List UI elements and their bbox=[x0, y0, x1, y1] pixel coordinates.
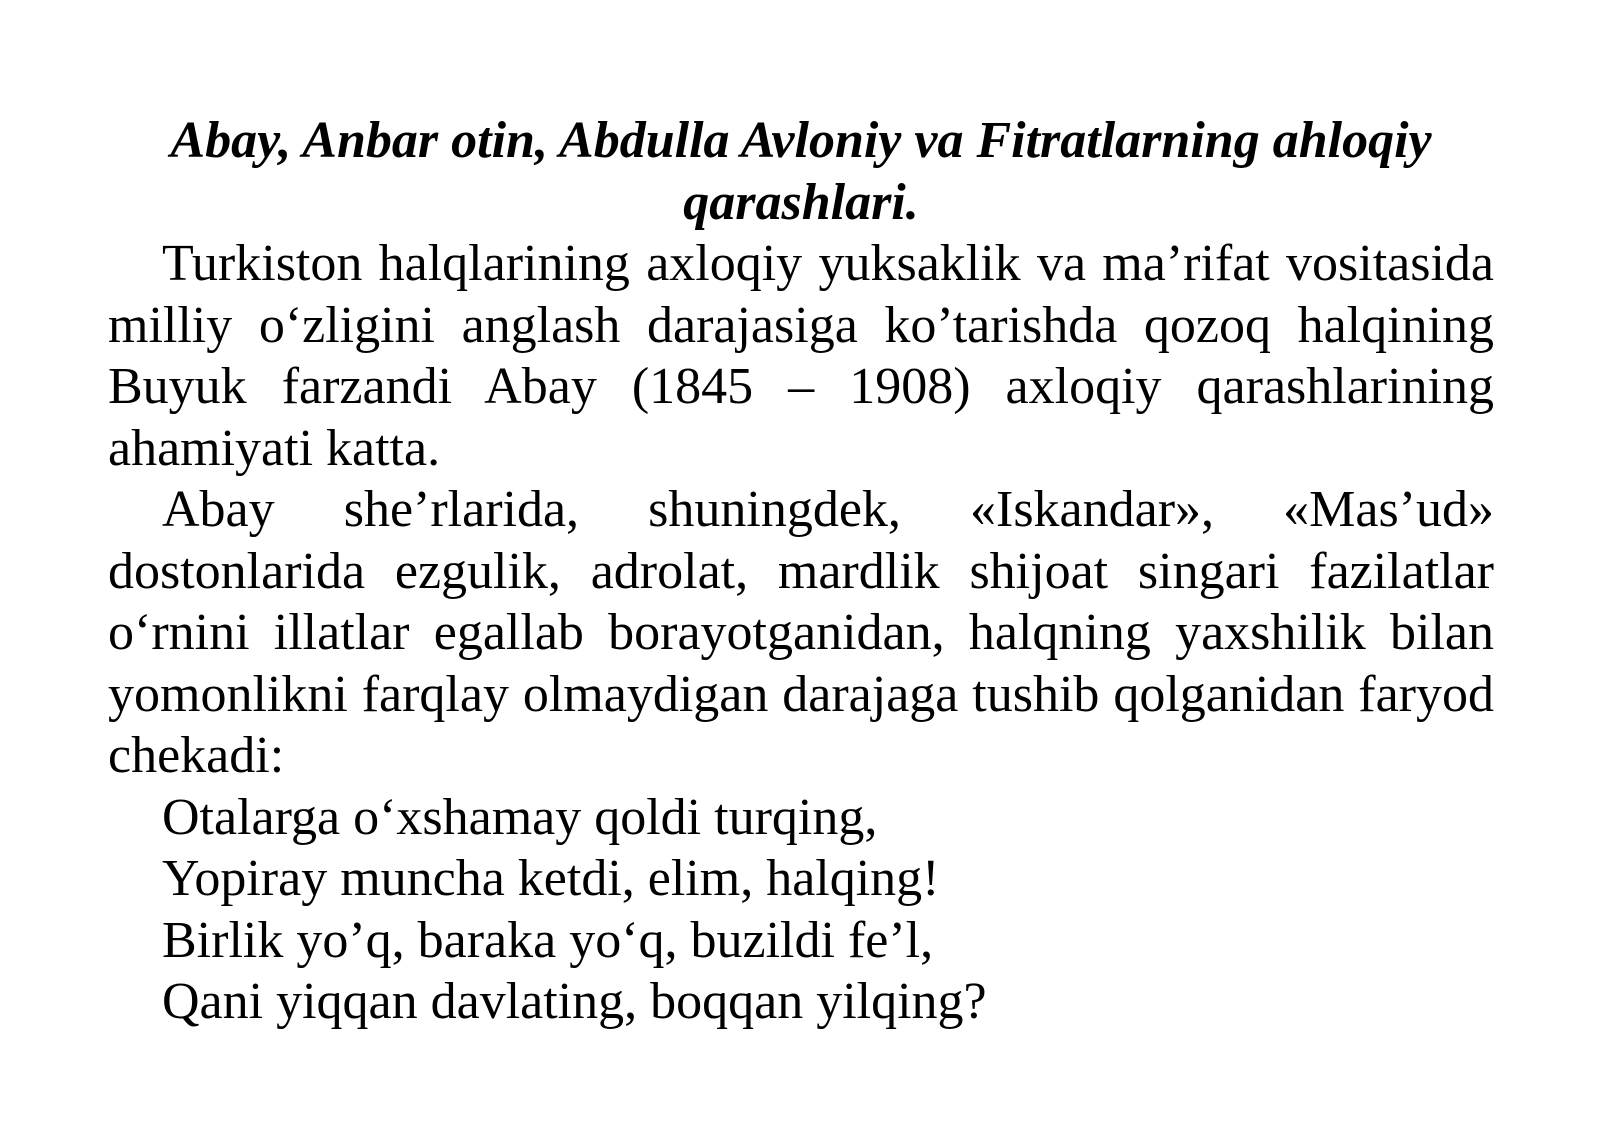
paragraph-intro: Turkiston halqlarining axloqiy yuksaklik va ma’rifat vositasida milliy o‘zligini anglash darajasiga ko’tarishda qozoq halqining Buyuk farzandi Abay (1845 – 1908) axloqiy qarashlarining ahamiyati katta. bbox=[108, 235, 1494, 477]
poem-line: Birlik yo’q, baraka yo‘q, buzildi fe’l, bbox=[162, 911, 934, 969]
poem-line: Qani yiqqan davlating, boqqan yilqing? bbox=[162, 973, 987, 1030]
paragraph-abay-poems: Abay she’rlarida, shuningdek, «Iskandar», «Mas’ud» dostonlarida ezgulik, adrolat, mardlik shijoat singari fazilatlar o‘rnini illatlar egallab borayotganidan, halqning yaxshilik bilan yomonlikni farqlay olmaydigan darajaga tushib qolganidan faryod chekadi: bbox=[108, 481, 1494, 784]
poem-quote bbox=[108, 787, 1494, 1033]
title-line-1: Abay, Anbar otin, Abdulla Avloniy va Fitratlarning ahloqiy bbox=[170, 112, 1432, 169]
title-line-2: qarashlari. bbox=[683, 173, 919, 231]
poem-line: Otalarga o‘xshamay qoldi turqing, bbox=[162, 788, 878, 846]
poem-line: Yopiray muncha ketdi, elim, halqing! bbox=[162, 850, 940, 907]
document-page bbox=[108, 110, 1494, 1033]
document-title bbox=[108, 110, 1494, 233]
